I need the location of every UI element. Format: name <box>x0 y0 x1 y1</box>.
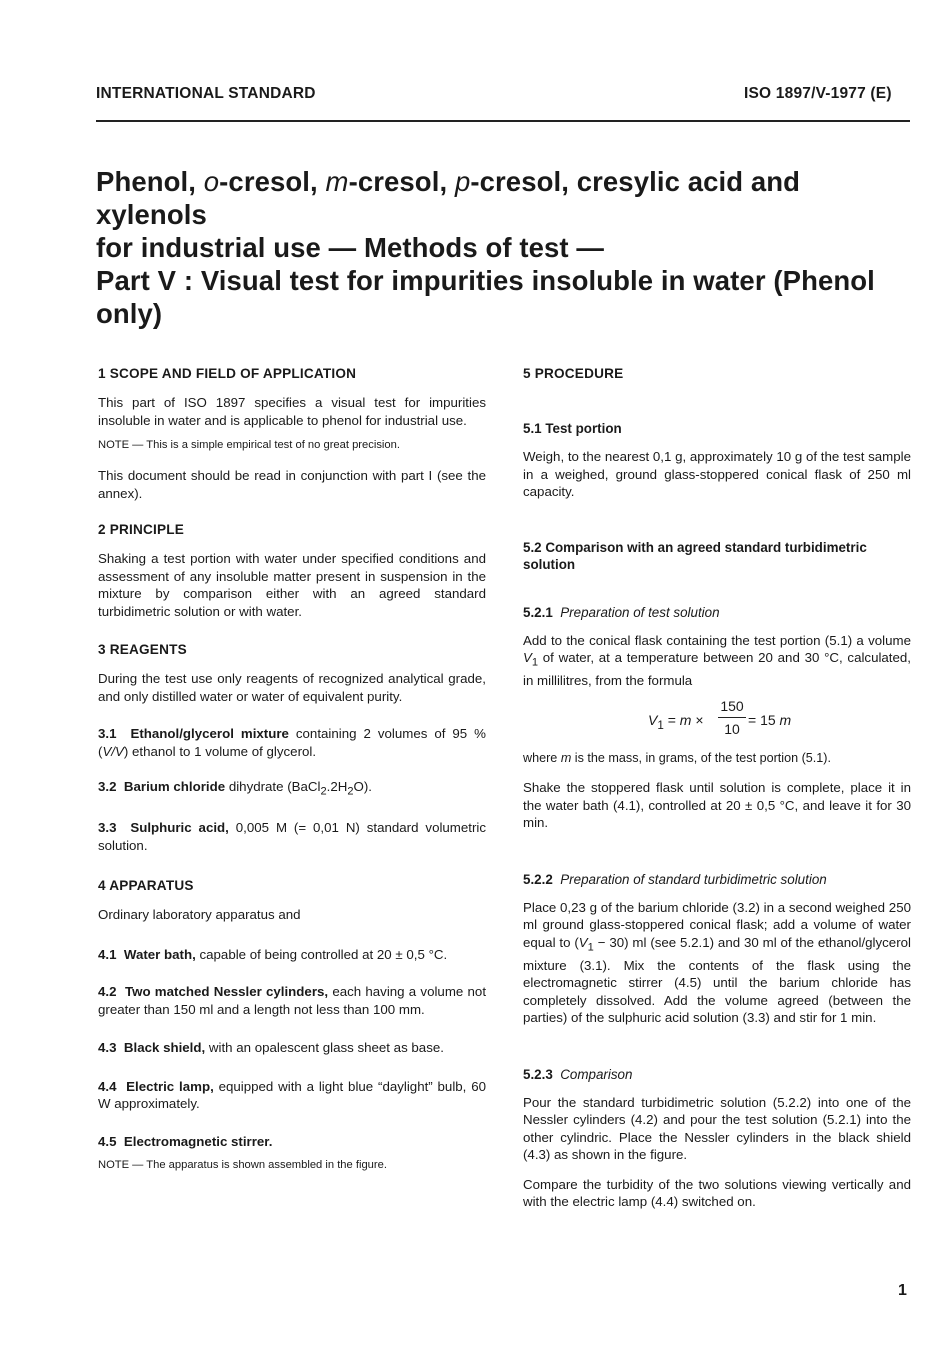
clause-heading: 5.2.2 Preparation of standard turbidimetric solution <box>523 871 827 887</box>
paragraph: This document should be read in conjunction with part I (see the annex). <box>98 468 486 501</box>
paragraph: Add to the conical flask containing the test portion (5.1) a volume $V_1$ of water, at a temperature between 20 and 30 °C, calculated, in millilitres, from the formula <box>523 632 911 689</box>
title-line-1: Phenol, o-cresol, m-cresol, p-cresol, cresylic acid and xylenols <box>96 166 801 230</box>
section-heading: 3 REAGENTS <box>98 642 187 657</box>
subsection-heading: 5.1 Test portion <box>523 421 622 436</box>
title-line-3: Part V : Visual test for impurities insoluble in water (Phenol <box>96 265 875 296</box>
right-column <box>523 366 911 1211</box>
paragraph: Shaking a test portion with water under specified conditions and assessment of any insoluble matter present in suspension in the mixture by comparison either with an agreed standard turbidimetric solution or with water. <box>98 551 486 619</box>
document-reference: ISO 1897/V-1977 (E) <box>744 85 892 102</box>
clause-heading: 5.2.3 Comparison <box>523 1066 633 1082</box>
section-heading: 1 SCOPE AND FIELD OF APPLICATION <box>98 366 357 381</box>
paragraph: Compare the turbidity of the two solutions viewing vertically and with the electric lamp (4.4) switched on. <box>523 1176 911 1210</box>
section-heading: 5 PROCEDURE <box>523 366 624 381</box>
section-heading: 4 APPARATUS <box>98 878 194 894</box>
page-title <box>96 165 908 330</box>
section-heading: 2 PRINCIPLE <box>98 522 185 537</box>
paragraph: Shake the stoppered flask until solution is complete, place it in the water bath (4.1), controlled at 20 ± 0,5 °C, and leave it for 30 min. <box>523 780 911 831</box>
formula-numerator: 150 <box>720 697 744 714</box>
note: NOTE — The apparatus is shown assembled in the figure. <box>98 1159 387 1172</box>
formula: $V_1 = m$ × 150 10 = 15 m <box>648 697 792 737</box>
paragraph: Ordinary laboratory apparatus and <box>98 907 301 923</box>
clause-3-1: 3.1 Ethanol/glycerol mixture containing 2 volumes of 95 % (V/V) ethanol to 1 volume of glycerol. <box>98 726 486 759</box>
document-series-label: INTERNATIONAL STANDARD <box>96 85 316 102</box>
paragraph: This part of ISO 1897 specifies a visual test for impurities insoluble in water and is applicable to phenol for industrial use. <box>98 395 486 428</box>
paragraph: Pour the standard turbidimetric solution (5.2.2) into one of the Nessler cylinders (4.2) and pour the test solution (5.2.1) into the other cylindric. Place the Nessler cylinders in the black shield (4.3) as shown in the figure. <box>523 1094 911 1163</box>
left-column <box>98 366 486 1173</box>
fraction-bar <box>718 717 746 718</box>
clause-3-2: 3.2 Barium chloride dihydrate $(BaCl_2.2H_2O)$. <box>98 779 372 798</box>
clause-heading: 5.2.1 Preparation of test solution <box>523 604 720 620</box>
paragraph: During the test use only reagents of recognized analytical grade, and only distilled water or water of equivalent purity. <box>98 671 486 704</box>
page-number: 1 <box>898 1282 907 1299</box>
clause-3-3: 3.3 Sulphuric acid, 0,005 M (= 0,01 N) standard volumetric solution. <box>98 820 487 853</box>
note: NOTE — This is a simple empirical test of no great precision. <box>98 439 400 451</box>
formula-denominator: 10 <box>724 720 740 737</box>
subsection-heading: 5.2 Comparison with an agreed standard turbidimetric solution <box>523 539 867 572</box>
clause-4-1: 4.1 Water bath, capable of being controlled at 20 ± 0,5 °C. <box>98 946 448 962</box>
clause-4-4: 4.4 Electric lamp, equipped with a light blue “daylight” bulb, 60 W approximately. <box>98 1078 486 1112</box>
title-line-4: only) <box>96 298 163 329</box>
title-line-2: for industrial use — Methods of test — <box>96 232 604 263</box>
clause-4-2: 4.2 Two matched Nessler cylinders, each having a volume not greater than 150 ml and a length not less than 100 mm. <box>98 984 487 1017</box>
paragraph: where m is the mass, in grams, of the test portion (5.1). <box>523 750 831 765</box>
header-rule <box>96 120 910 122</box>
paragraph: Place 0,23 g of the barium chloride (3.2) in a second weighed 250 ml ground glass-stoppered conical flask; add a volume of water equal to $(V_1 - 30)$ ml (see 5.2.1) and 30 ml of the ethanol/glycerol mixture (3.1). Mix the contents of the flask using the electromagnetic stirrer (4.5) until the barium chloride has completely dissolved. Add the volume agreed (between the parties) of the sulphuric acid solution (3.3) and stir for 1 min. <box>523 899 911 1026</box>
clause-4-3: 4.3 Black shield, with an opalescent glass sheet as base. <box>98 1040 444 1056</box>
paragraph: Weigh, to the nearest 0,1 g, approximately 10 g of the test sample in a weighed, ground glass-stoppered conical flask of 250 ml capacity. <box>523 449 911 499</box>
clause-4-5: 4.5 Electromagnetic stirrer. <box>98 1133 273 1149</box>
